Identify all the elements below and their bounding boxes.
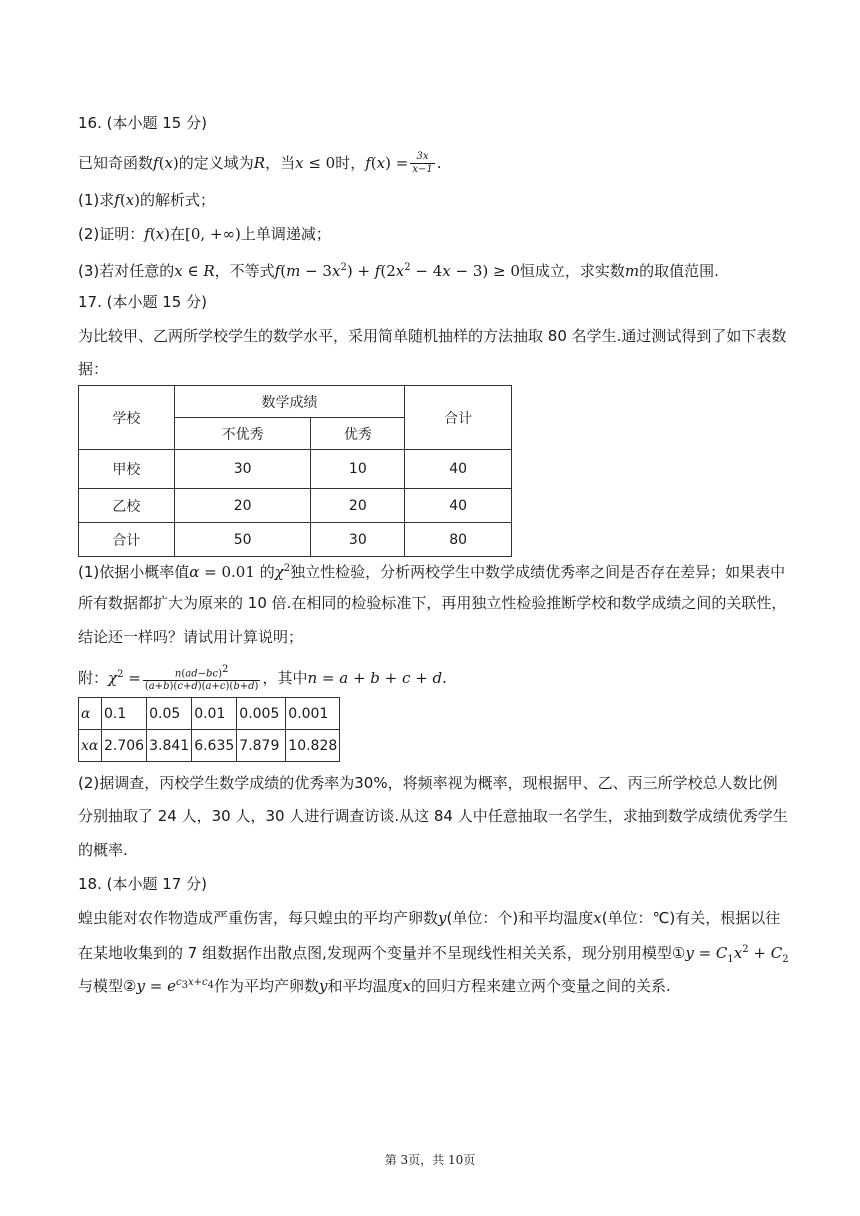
math-model-1: ①y = $C_1x^2 + C_2$ [671,944,789,965]
math-interval: [0, +∞) [185,225,241,243]
row-name: 甲校 [79,450,175,489]
q16-part2 [78,224,331,244]
q16-p1-b: 的解析式； [140,191,216,209]
q17-formula [78,664,447,693]
q17-intro-2: 据： [78,360,109,378]
q18-l3-a: 与模型 [78,977,124,995]
math-x: x [593,909,602,927]
table-row [79,489,512,523]
q17-title: 17. (本小题 15 分) [78,293,207,311]
math-n-sum: n = a + b + c + d. [307,669,447,688]
cell-value: 80 [405,523,512,557]
q16-part1 [78,190,215,210]
th-total: 合计 [405,386,512,450]
q18-l3-b: 作为平均产卵数 [213,977,319,995]
q16-p2-a: (2)证明： [78,225,145,243]
q16-p3-c: 恒成立，求实数 [519,262,625,280]
q17-p1-a: (1)依据小概率值 [78,563,190,581]
cell-value: 10.828 [286,730,340,762]
q16-title: 16. (本小题 15 分) [78,114,207,132]
th-excellent: 优秀 [311,418,405,450]
contingency-table [78,385,512,557]
th-not-excellent: 不优秀 [174,418,311,450]
q18-l3-c: 和平均温度 [327,977,403,995]
math-x-le-0: x ≤ 0 [295,154,336,172]
q16-p3-a: (3)若对任意的 [78,262,175,280]
q18-l1-a: 蝗虫能对农作物造成严重伤害，每只蝗虫的平均产卵数 [78,909,439,927]
math-x-in-R: x ∈ R [174,262,215,280]
q16-intro-a: 已知奇函数 [78,154,154,172]
cell-value: xα [79,730,102,762]
math-m: m [624,262,640,280]
math-fx-2: f(x) [114,191,140,209]
cell-value: α [79,698,102,730]
cell-value: 0.005 [237,698,286,730]
row-name: 合计 [79,523,175,557]
math-fx-def: f(x) = [365,154,409,172]
cell-value: 0.1 [102,698,147,730]
page-footer: 第 3页，共 10页 [384,1153,476,1167]
q16-intro-c: ，当 [265,154,296,172]
math-alpha: α = 0.01 [189,563,255,581]
th-score: 数学成绩 [174,386,404,418]
q16-intro [78,151,442,176]
cell-value: 50 [174,523,311,557]
q16-intro-d: 时， [335,154,366,172]
math-frac-3x: $\frac{3x}{x-1}$ [412,151,433,175]
th-school: 学校 [79,386,175,450]
q17-p1-c: 独立性检验，分析两校学生中数学成绩优秀率之间是否存在差异；如果表中 [290,563,786,581]
q16-p3-b: ，不等式 [214,262,275,280]
q17-part2-line2: 分别抽取了 24 人，30 人，30 人进行调查访谈.从这 84 人中任意抽取一名学生，求抽到数学成绩优秀学生 [78,807,788,825]
cell-value: 3.841 [147,730,192,762]
q18-l2-a: 在某地收集到的 7 组数据作出散点图,发现两个变量并不呈现线性相关关系，现分别用模型 [78,944,672,962]
critical-value-table [78,697,340,762]
cell-value: 7.879 [237,730,286,762]
cell-value: 30 [174,450,311,489]
q17-part2-line1: (2)据调查，丙校学生数学成绩的优秀率为30%，将频率视为概率，现根据甲、乙、丙三所学校总人数比例 [78,774,778,792]
math-y-2: y [318,977,328,995]
cell-value: 0.01 [192,698,237,730]
cell-value: 2.706 [102,730,147,762]
q17-part2-line3: 的概率. [78,841,128,859]
math-chi2-eq: $\chi^2$ = [108,669,141,688]
q17-fu-b: ，其中 [262,669,308,688]
q17-fu-a: 附： [78,669,109,688]
cell-value: 10 [311,450,405,489]
math-fx-3: f(x) [144,225,170,243]
math-y: y [438,909,447,927]
q17-part1-line2: 所有数据都扩大为原来的 10 倍.在相同的检验标准下，再用独立性检验推断学校和数学成绩之间的关联性， [78,594,787,612]
table-row [79,698,340,730]
q16-intro-end: . [436,154,442,172]
math-fx: f(x) [153,154,179,172]
q18-title: 18. (本小题 17 分) [78,875,207,893]
q16-p2-c: 上单调递减； [240,225,331,243]
row-name: 乙校 [79,489,175,523]
math-chi2: $\chi^2$ [274,563,291,581]
math-inequality: $f(m - 3x^2) + f(2x^2 - 4x - 3) \ge 0$ [274,262,520,280]
cell-value: 30 [311,523,405,557]
q18-line2 [78,940,789,970]
q16-p2-b: 在 [170,225,186,243]
cell-value: 0.05 [147,698,192,730]
table-row [79,450,512,489]
cell-value: 20 [174,489,311,523]
math-R: R [253,154,266,172]
q16-p1-a: (1)求 [78,191,115,209]
cell-value: 0.001 [286,698,340,730]
q17-intro-1: 为比较甲、乙两所学校学生的数学水平，采用简单随机抽样的方法抽取 80 名学生.通过测试得到了如下表数 [78,327,787,345]
table-row [79,730,340,762]
q18-l1-b: (单位：个)和平均温度 [446,909,594,927]
q18-l3-d: 的回归方程来建立两个变量之间的关系. [410,977,671,995]
math-model-2: ②y = $e^{c_3x+c_4}$ [123,977,214,995]
q16-intro-b: 的定义域为 [178,154,254,172]
q18-line1 [78,908,780,928]
q16-part3 [78,258,719,281]
cell-value: 20 [311,489,405,523]
math-chi2-frac: $\frac{n(ad-bc)^2}{(a+b)(c+d)(a+c)(b+d)}$ [144,664,259,693]
q17-part1-line3: 结论还一样吗？请试用计算说明； [78,628,304,646]
cell-value: 40 [405,450,512,489]
table-row [79,523,512,557]
cell-value: 40 [405,489,512,523]
q16-p3-d: 的取值范围. [639,262,719,280]
q18-l1-c: (单位：℃)有关，根据以往 [601,909,781,927]
q17-p1-b: 的 [259,563,275,581]
q17-part1-line1 [78,559,785,582]
q18-line3 [78,973,671,996]
math-x-2: x [402,977,411,995]
cell-value: 6.635 [192,730,237,762]
